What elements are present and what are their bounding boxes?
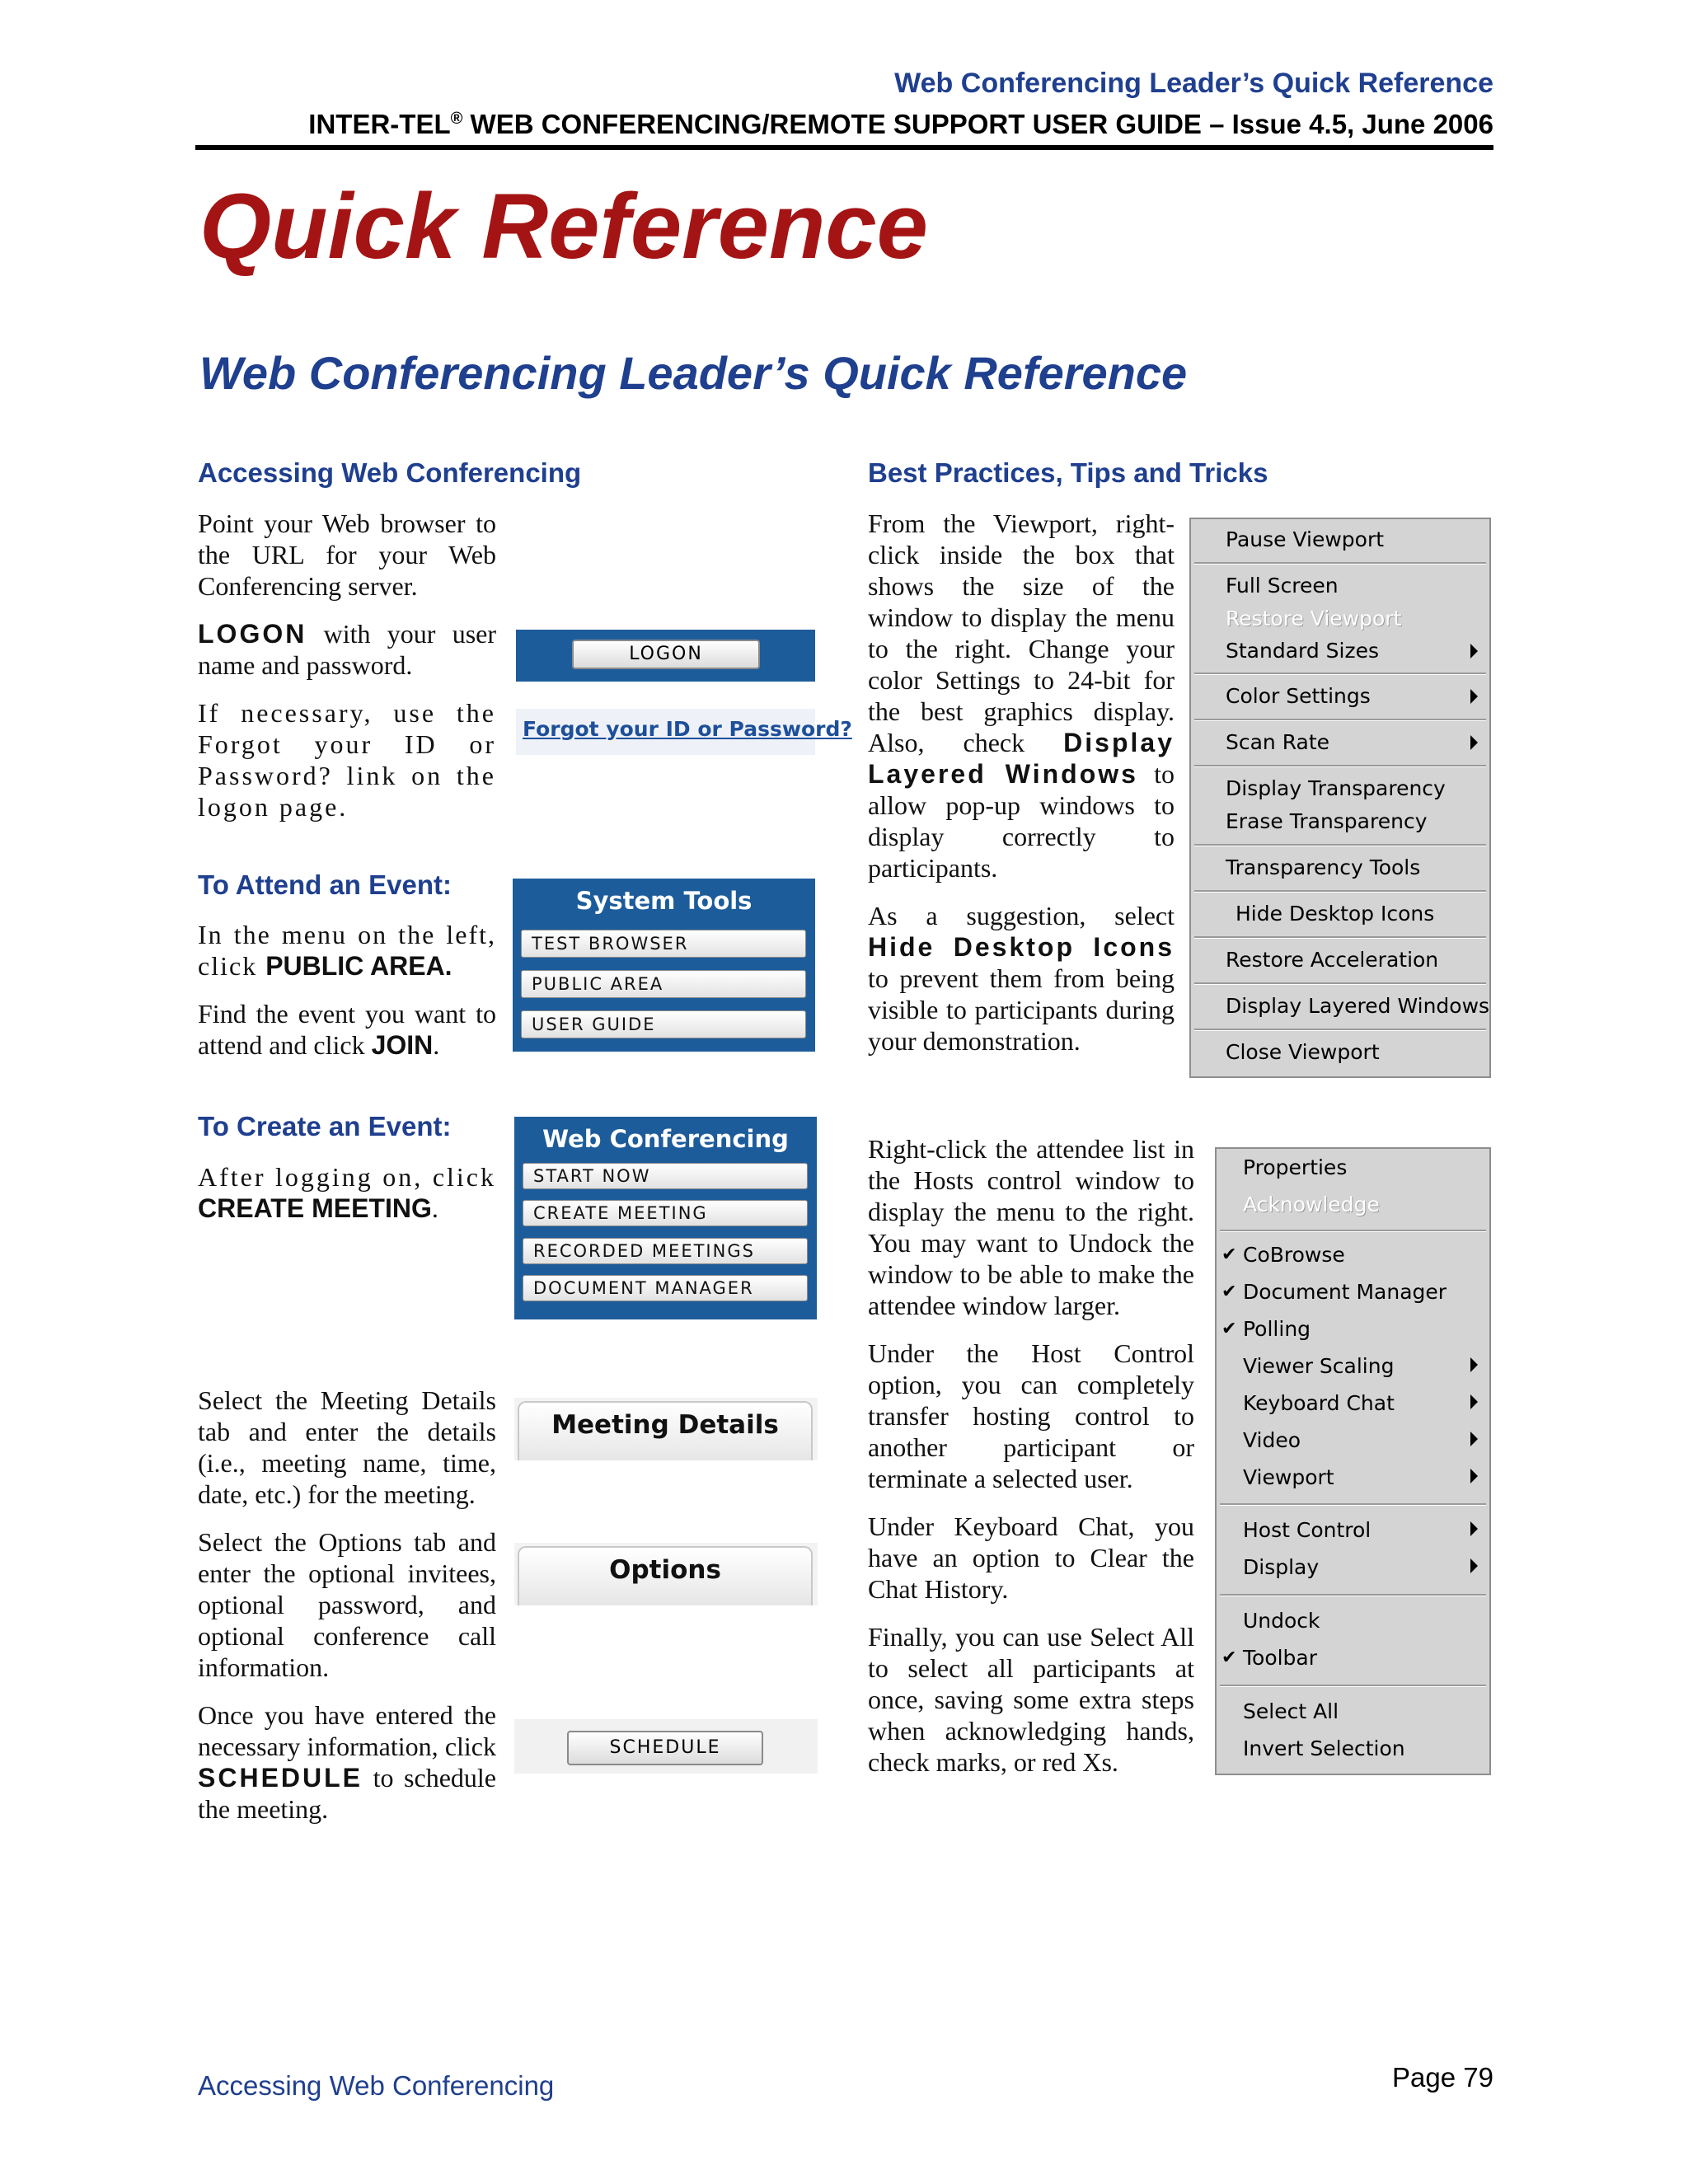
menu-transparency-tools[interactable]: Transparency Tools <box>1226 855 1421 879</box>
logon-panel <box>516 630 815 682</box>
menu-document-manager[interactable]: Document Manager <box>1243 1280 1447 1304</box>
heading-accessing: Accessing Web Conferencing <box>198 457 582 488</box>
registered-mark: ® <box>450 110 463 128</box>
page-title: Quick Reference <box>199 175 928 278</box>
menu-close-viewport[interactable]: Close Viewport <box>1226 1040 1380 1064</box>
web-conferencing-title: Web Conferencing <box>542 1125 789 1153</box>
access-text <box>198 508 496 823</box>
menu-separator <box>1194 890 1486 893</box>
create-p4: Once you have entered the necessary information, click SCHEDULE to schedule the meeting. <box>198 1700 496 1824</box>
tips-p3: Right-click the attendee list in the Hosts control window to display the menu to the right. You may want to Undock the window to be able to make the attendee window larger. <box>868 1134 1194 1320</box>
start-now-button[interactable]: START NOW <box>523 1163 808 1189</box>
menu-separator <box>1194 562 1486 565</box>
running-header-guide <box>308 109 1493 140</box>
check-icon: ✔ <box>1221 1319 1237 1339</box>
meeting-details-tab[interactable]: Meeting Details <box>518 1401 813 1460</box>
menu-display-layered-windows[interactable]: Display Layered Windows <box>1226 994 1490 1018</box>
menu-separator <box>1220 1230 1486 1232</box>
forgot-panel <box>516 709 852 755</box>
menu-keyboard-chat[interactable]: Keyboard Chat <box>1243 1391 1395 1415</box>
menu-display-transparency[interactable]: Display Transparency <box>1226 776 1446 800</box>
menu-invert-selection[interactable]: Invert Selection <box>1243 1736 1405 1760</box>
submenu-arrow-icon <box>1470 689 1478 704</box>
create-meeting-button[interactable]: CREATE MEETING <box>523 1200 808 1226</box>
menu-select-all[interactable]: Select All <box>1243 1699 1339 1723</box>
test-browser-button[interactable]: TEST BROWSER <box>521 930 806 958</box>
recorded-meetings-button[interactable]: RECORDED MEETINGS <box>523 1238 808 1264</box>
access-p1: Point your Web browser to the URL for your Web Conferencing server. <box>198 509 496 601</box>
menu-scan-rate[interactable]: Scan Rate <box>1226 730 1330 754</box>
product-name: INTER-TEL <box>308 109 451 139</box>
menu-standard-sizes[interactable]: Standard Sizes <box>1226 639 1380 663</box>
check-icon: ✔ <box>1221 1244 1237 1265</box>
menu-restore-acceleration[interactable]: Restore Acceleration <box>1226 948 1439 972</box>
menu-undock[interactable]: Undock <box>1243 1609 1320 1633</box>
footer-section: Accessing Web Conferencing <box>198 2070 555 2101</box>
menu-host-control[interactable]: Host Control <box>1243 1518 1372 1542</box>
heading-best-practices: Best Practices, Tips and Tricks <box>868 457 1268 488</box>
guide-issue: WEB CONFERENCING/REMOTE SUPPORT USER GUIDE – Issue 4.5, June 2006 <box>462 109 1493 139</box>
menu-separator <box>1194 1029 1486 1031</box>
system-tools-title: System Tools <box>575 887 753 915</box>
user-guide-button[interactable]: USER GUIDE <box>521 1010 806 1038</box>
meeting-details-tab-area <box>514 1398 818 1460</box>
menu-restore-viewport: Restore Viewport <box>1226 607 1402 630</box>
submenu-arrow-icon <box>1470 1469 1478 1483</box>
create-p2: Select the Meeting Details tab and enter the details (i.e., meeting name, time, date, etc.) for the meeting. <box>198 1385 496 1509</box>
submenu-arrow-icon <box>1470 735 1478 750</box>
menu-hide-desktop-icons[interactable]: Hide Desktop Icons <box>1236 902 1435 926</box>
menu-viewer-scaling[interactable]: Viewer Scaling <box>1243 1354 1395 1378</box>
menu-video[interactable]: Video <box>1243 1428 1301 1452</box>
tips-p6: Finally, you can use Select All to select all participants at once, saving some extra steps when acknowledging hands, check marks, or red Xs. <box>868 1622 1194 1777</box>
forgot-password-link[interactable]: Forgot your ID or Password? <box>523 717 852 741</box>
menu-erase-transparency[interactable]: Erase Transparency <box>1226 809 1428 833</box>
section-subtitle: Web Conferencing Leader’s Quick Reference <box>199 347 1188 399</box>
attend-text <box>198 919 496 1061</box>
system-tools-panel <box>513 879 815 1052</box>
menu-separator <box>1194 936 1486 939</box>
menu-separator <box>1194 719 1486 721</box>
document-manager-button[interactable]: DOCUMENT MANAGER <box>523 1275 808 1301</box>
menu-cobrowse[interactable]: CoBrowse <box>1243 1243 1345 1267</box>
attend-p1: In the menu on the left, click PUBLIC AREA. <box>198 920 496 981</box>
page-number: Page 79 <box>1392 2062 1493 2093</box>
access-p3: If necessary, use the Forgot your ID or Password? link on the logon page. <box>198 698 496 822</box>
menu-color-settings[interactable]: Color Settings <box>1226 684 1371 708</box>
tips-p5: Under Keyboard Chat, you have an option to Clear the Chat History. <box>868 1511 1194 1604</box>
menu-pause-viewport[interactable]: Pause Viewport <box>1226 527 1385 551</box>
header-rule <box>195 145 1493 150</box>
menu-separator <box>1220 1685 1486 1687</box>
create-p1: After logging on, click CREATE MEETING. <box>198 1162 496 1223</box>
tips-p1: From the Viewport, right-click inside the box that shows the size of the window to display the menu to the right. Change your color Settings to 24-bit for the best graphics display. Also, check Display Layered Windows to allow pop-up windows to display correctly to participants. <box>868 509 1175 883</box>
menu-acknowledge: Acknowledge <box>1243 1193 1380 1216</box>
menu-separator <box>1194 765 1486 767</box>
heading-attend: To Attend an Event: <box>198 869 452 900</box>
tips-text-1 <box>868 508 1175 1057</box>
menu-full-screen[interactable]: Full Screen <box>1226 574 1339 598</box>
options-tab[interactable]: Options <box>518 1546 813 1605</box>
menu-toolbar[interactable]: Toolbar <box>1243 1646 1318 1670</box>
tips-text-2 <box>868 1133 1194 1778</box>
access-p2: LOGON with your user name and password. <box>198 619 496 680</box>
heading-create: To Create an Event: <box>198 1111 452 1141</box>
attend-p2: Find the event you want to attend and click JOIN. <box>198 999 496 1060</box>
menu-separator <box>1194 673 1486 675</box>
menu-separator <box>1194 982 1486 985</box>
submenu-arrow-icon <box>1470 1521 1478 1536</box>
create-text <box>198 1385 496 1825</box>
menu-separator <box>1220 1503 1486 1506</box>
check-icon: ✔ <box>1221 1282 1237 1302</box>
menu-display[interactable]: Display <box>1243 1555 1320 1579</box>
options-tab-area <box>514 1543 818 1605</box>
create-p3: Select the Options tab and enter the optional invitees, optional password, and optional conference call information. <box>198 1527 496 1682</box>
menu-separator <box>1194 844 1486 846</box>
tips-p4: Under the Host Control option, you can completely transfer hosting control to another participant or terminate a selected user. <box>868 1338 1194 1493</box>
public-area-button[interactable]: PUBLIC AREA <box>521 970 806 998</box>
web-conferencing-panel <box>514 1117 817 1319</box>
submenu-arrow-icon <box>1470 1357 1478 1372</box>
menu-polling[interactable]: Polling <box>1243 1317 1311 1341</box>
viewport-context-menu <box>1189 518 1491 1078</box>
schedule-panel <box>514 1719 818 1774</box>
menu-separator <box>1220 1594 1486 1596</box>
submenu-arrow-icon <box>1470 644 1478 658</box>
running-header-title: Web Conferencing Leader’s Quick Reference <box>894 68 1493 99</box>
schedule-button[interactable]: SCHEDULE <box>567 1731 763 1765</box>
check-icon: ✔ <box>1221 1647 1237 1668</box>
menu-viewport[interactable]: Viewport <box>1243 1465 1334 1489</box>
submenu-arrow-icon <box>1470 1432 1478 1446</box>
logon-button[interactable]: LOGON <box>572 640 760 669</box>
tips-p2: As a suggestion, select Hide Desktop Icons to prevent them from being visible to participants during your demonstration. <box>868 901 1175 1056</box>
menu-properties[interactable]: Properties <box>1243 1155 1348 1179</box>
attendee-context-menu <box>1215 1147 1491 1775</box>
submenu-arrow-icon <box>1470 1558 1478 1573</box>
submenu-arrow-icon <box>1470 1394 1478 1409</box>
